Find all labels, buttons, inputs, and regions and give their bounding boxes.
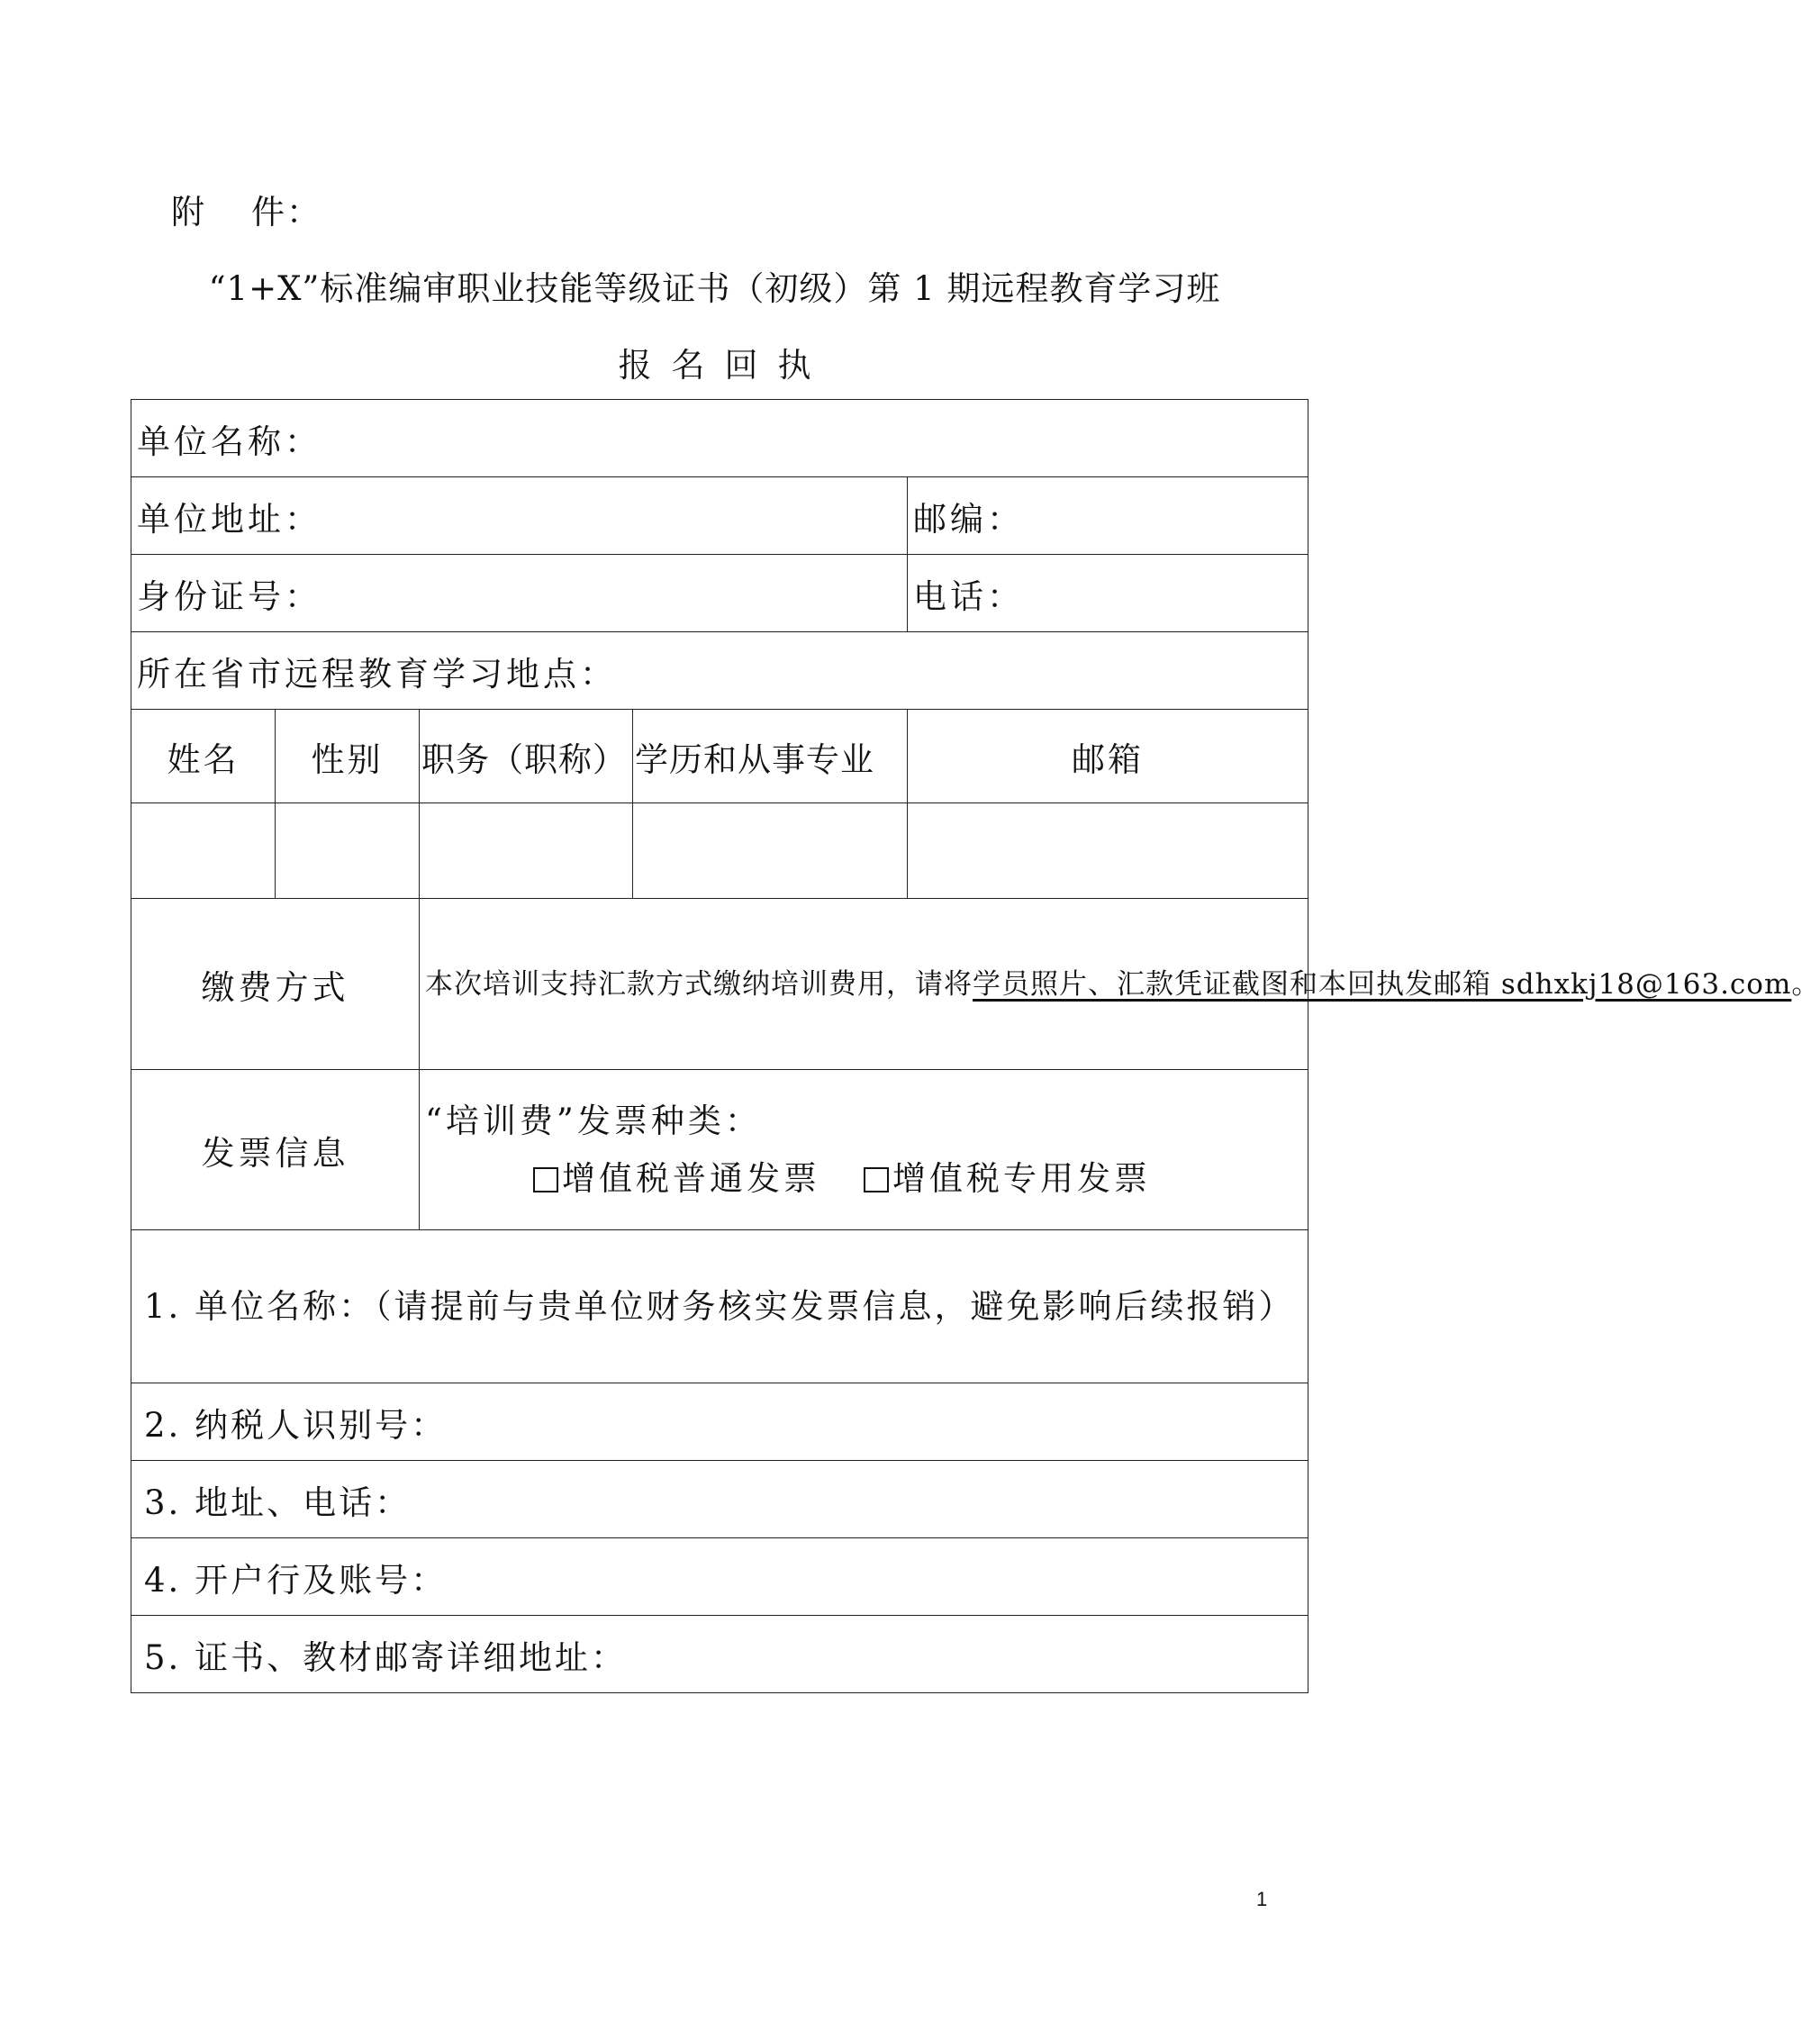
column-email: 邮箱 — [908, 710, 1308, 803]
payment-text-underlined: 学员照片、汇款凭证截图和本回执发邮箱 sdhxkj18@163.com — [973, 967, 1792, 1001]
special-invoice-label: 增值税专用发票 — [892, 1158, 1151, 1198]
study-location-field[interactable]: 所在省市远程教育学习地点： — [131, 632, 1308, 710]
invoice-unit-name-field[interactable]: 1. 单位名称：（请提前与贵单位财务核实发票信息，避免影响后续报销） — [131, 1230, 1308, 1383]
document-subtitle: 报名回执 — [618, 346, 831, 385]
trainee-entry-row — [131, 803, 1308, 899]
payment-text-after: 。 — [1791, 967, 1820, 1001]
column-name: 姓名 — [131, 710, 276, 803]
invoice-type-label: “培训费”发票种类： — [425, 1101, 762, 1140]
address-phone-field[interactable]: 3. 地址、电话： — [131, 1461, 1308, 1538]
attachment-label-b: 件： — [251, 193, 321, 231]
document-title: “1+X”标准编审职业技能等级证书（初级）第 1 期远程教育学习班 — [208, 269, 1221, 308]
trainee-header-row — [131, 710, 1308, 803]
phone-field[interactable]: 电话： — [908, 555, 1308, 632]
mailing-address-field[interactable]: 5. 证书、教材邮寄详细地址： — [131, 1616, 1308, 1693]
name-cell[interactable] — [131, 803, 276, 899]
unit-name-field[interactable]: 单位名称： — [131, 400, 1308, 477]
id-number-field[interactable]: 身份证号： — [131, 555, 908, 632]
gender-cell[interactable] — [276, 803, 420, 899]
payment-text-before: 本次培训支持汇款方式缴纳培训费用，请将 — [425, 967, 973, 1001]
column-education: 学历和从事专业 — [633, 710, 908, 803]
payment-label: 缴费方式 — [131, 899, 420, 1070]
ordinary-invoice-label: 增值税普通发票 — [562, 1158, 820, 1198]
attachment-label-a: 附 — [171, 193, 206, 231]
taxpayer-id-field[interactable]: 2. 纳税人识别号： — [131, 1383, 1308, 1461]
attachment-label — [171, 185, 321, 233]
bank-account-field[interactable]: 4. 开户行及账号： — [131, 1538, 1308, 1616]
invoice-cell — [420, 1070, 1308, 1230]
education-cell[interactable] — [633, 803, 908, 899]
position-cell[interactable] — [420, 803, 633, 899]
invoice-label: 发票信息 — [131, 1070, 420, 1230]
page-number: 1 — [1256, 1888, 1268, 1910]
postcode-field[interactable]: 邮编： — [908, 477, 1308, 555]
registration-form — [131, 399, 1820, 1693]
payment-text — [420, 899, 1820, 1070]
special-invoice-checkbox[interactable] — [864, 1167, 889, 1192]
column-position: 职务（职称） — [420, 710, 633, 803]
column-gender: 性别 — [276, 710, 420, 803]
unit-address-field[interactable]: 单位地址： — [131, 477, 908, 555]
ordinary-invoice-checkbox[interactable] — [533, 1167, 558, 1192]
email-cell[interactable] — [908, 803, 1308, 899]
invoice-options — [425, 1150, 1302, 1208]
